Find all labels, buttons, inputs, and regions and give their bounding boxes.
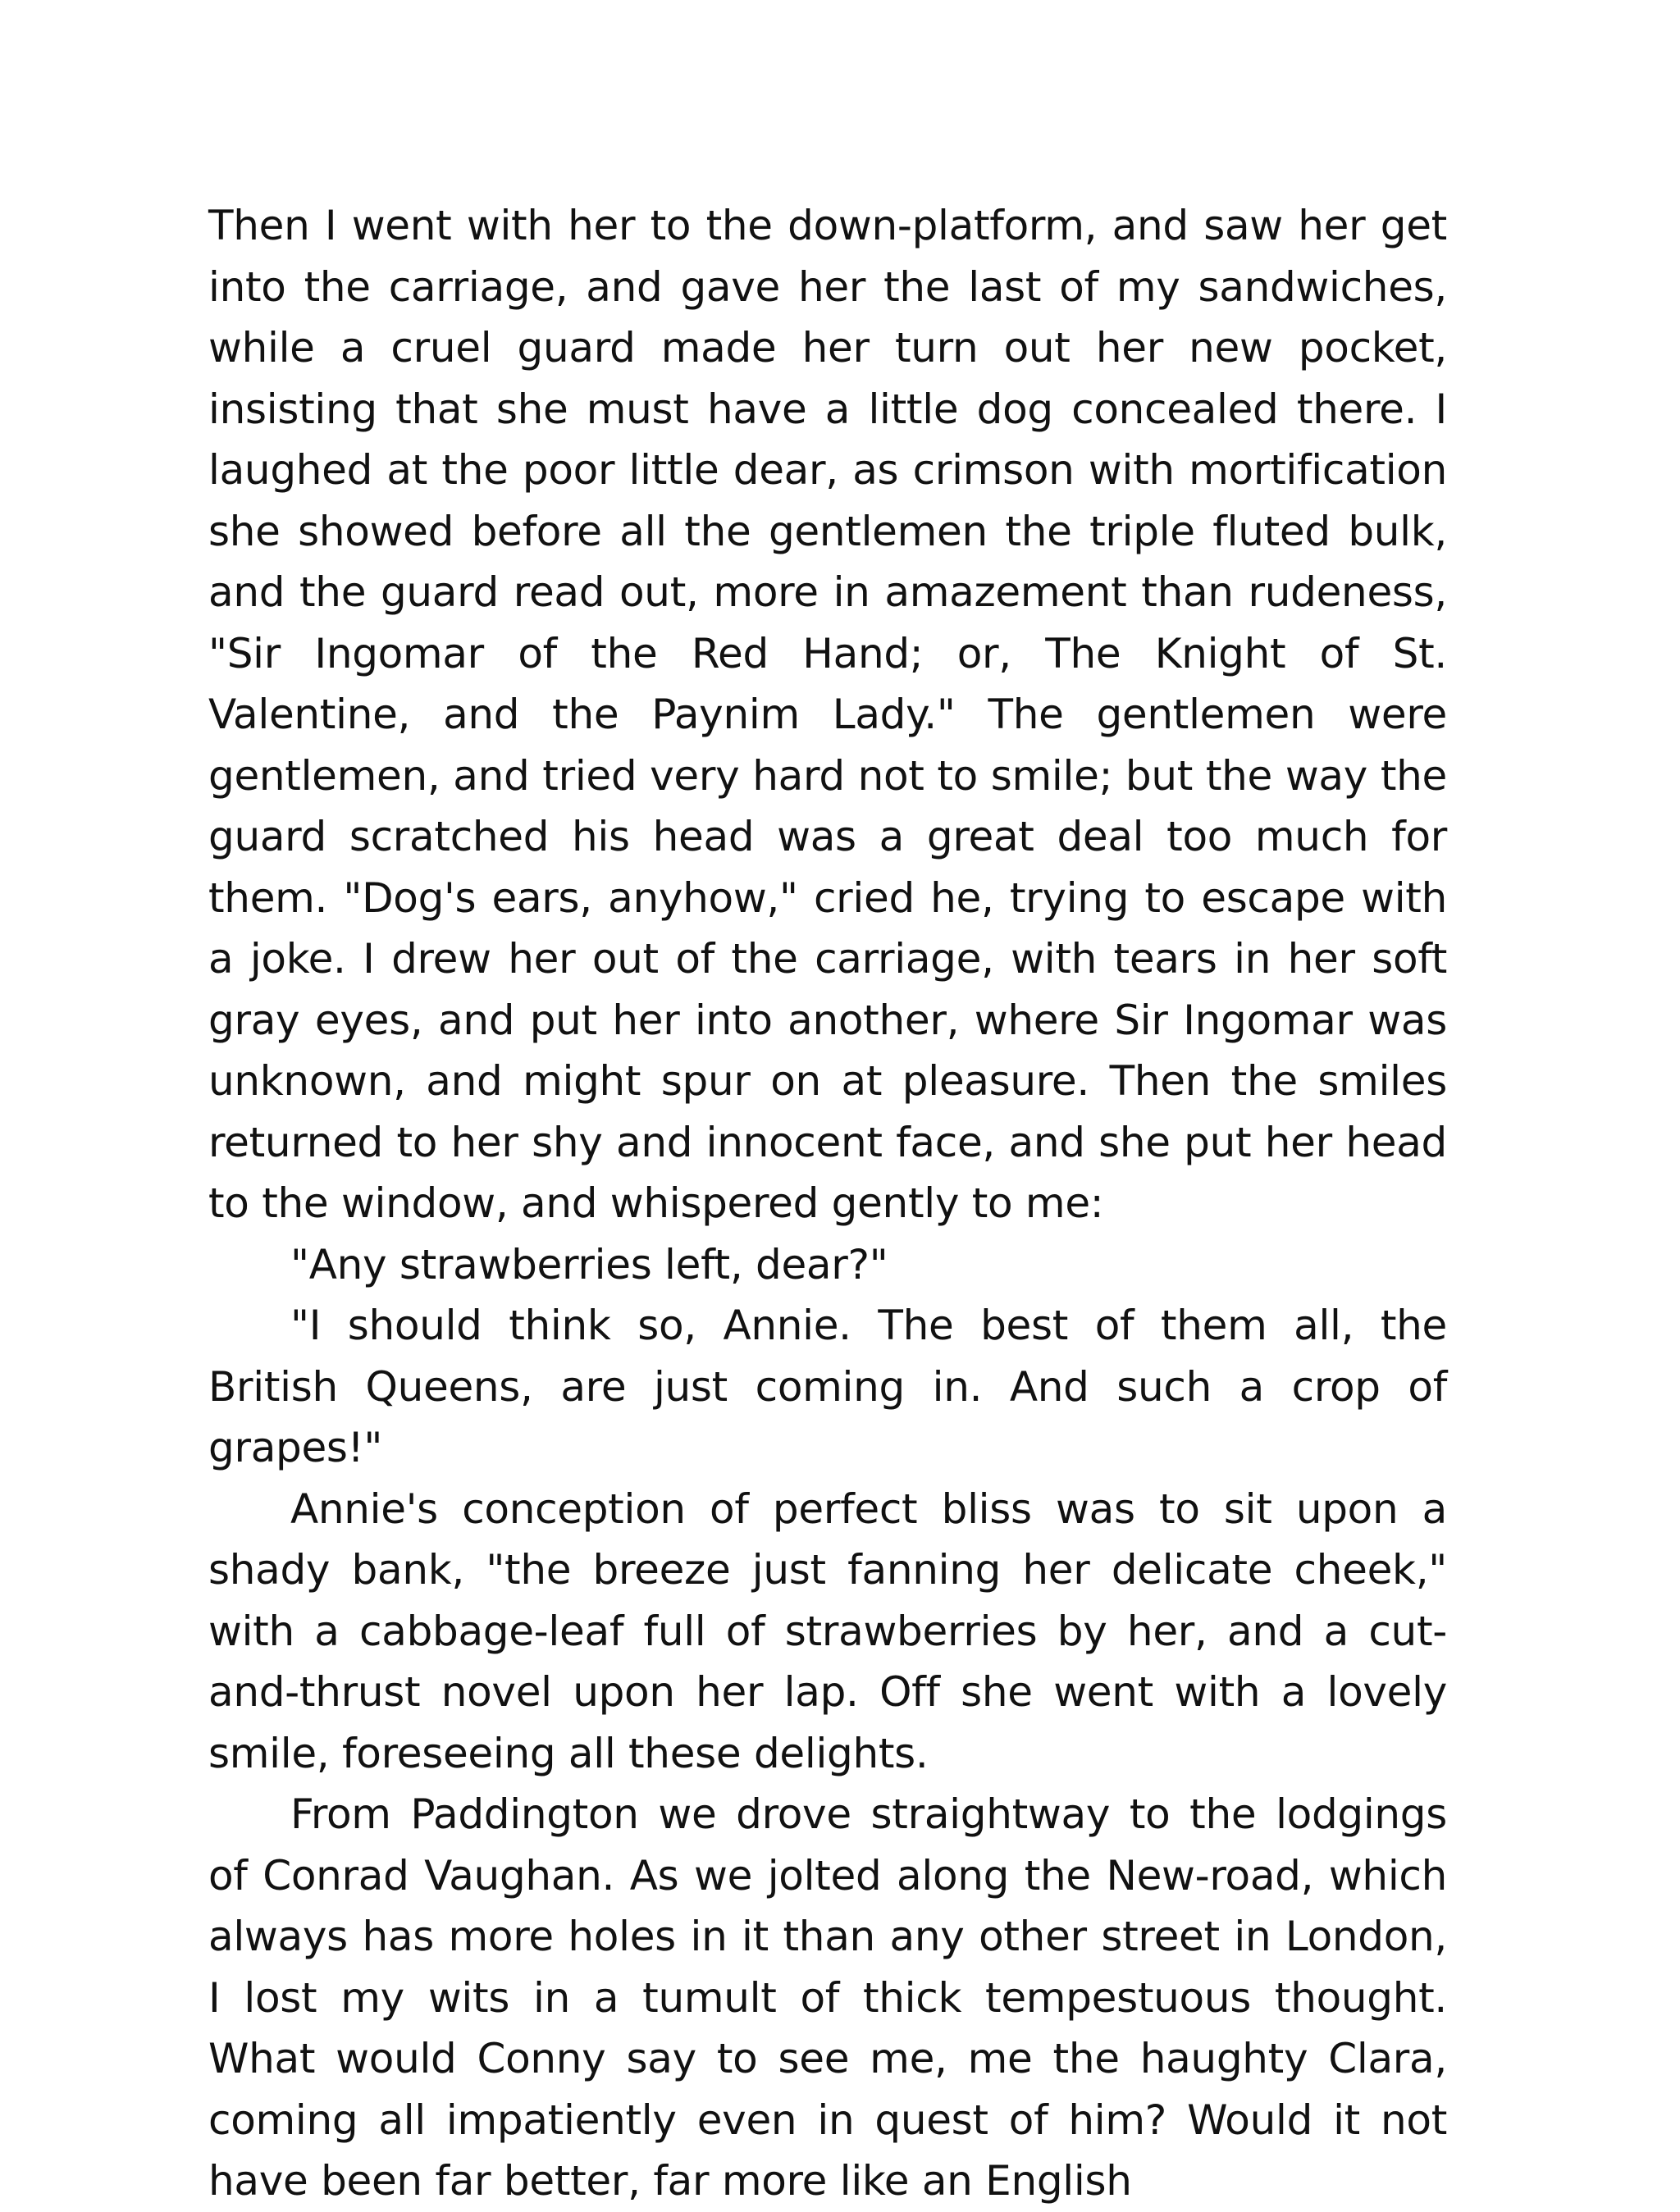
page-body — [208, 195, 1447, 2212]
paragraph-4: Annie's conception of perfect bliss was to sit upon a shady bank, "the breeze just fanning her delicate cheek," with a cabbage-leaf full of strawberries by her, and a cut-and-thrust novel upon her lap. Off she went with a lovely smile, foreseeing all these delights. — [208, 1485, 1447, 1777]
paragraph-2: "Any strawberries left, dear?" — [290, 1240, 888, 1288]
paragraph-3: "I should think so, Annie. The best of them all, the British Queens, are just coming in. And such a crop of grapes!" — [208, 1302, 1447, 1471]
paragraph-1: Then I went with her to the down-platform, and saw her get into the carriage, and gave her the last of my sandwiches, while a cruel guard made her turn out her new pocket, insisting that she must have a little dog concealed there. I laughed at the poor little dear, as crimson with mortification she showed before all the gentlemen the triple fluted bulk, and the guard read out, more in amazement than rudeness, "Sir Ingomar of the Red Hand; or, The Knight of St. Valentine, and the Paynim Lady." The gentlemen were gentlemen, and tried very hard not to smile; but the way the guard scratched his head was a great deal too much for them. "Dog's ears, anyhow," cried he, trying to escape with a joke. I drew her out of the carriage, with tears in her soft gray eyes, and put her into another, where Sir Ingomar was unknown, and might spur on at pleasure. Then the smiles returned to her shy and innocent face, and she put her head to the window, and whispered gently to me: — [208, 202, 1447, 1227]
paragraph-5: From Paddington we drove straightway to the lodgings of Conrad Vaughan. As we jolted along the New-road, which always has more holes in it than any other street in London, I lost my wits in a tumult of thick tempestuous thought. What would Conny say to see me, me the haughty Clara, coming all impatiently even in quest of him? Would it not have been far better, far more like an English — [208, 1790, 1447, 2205]
